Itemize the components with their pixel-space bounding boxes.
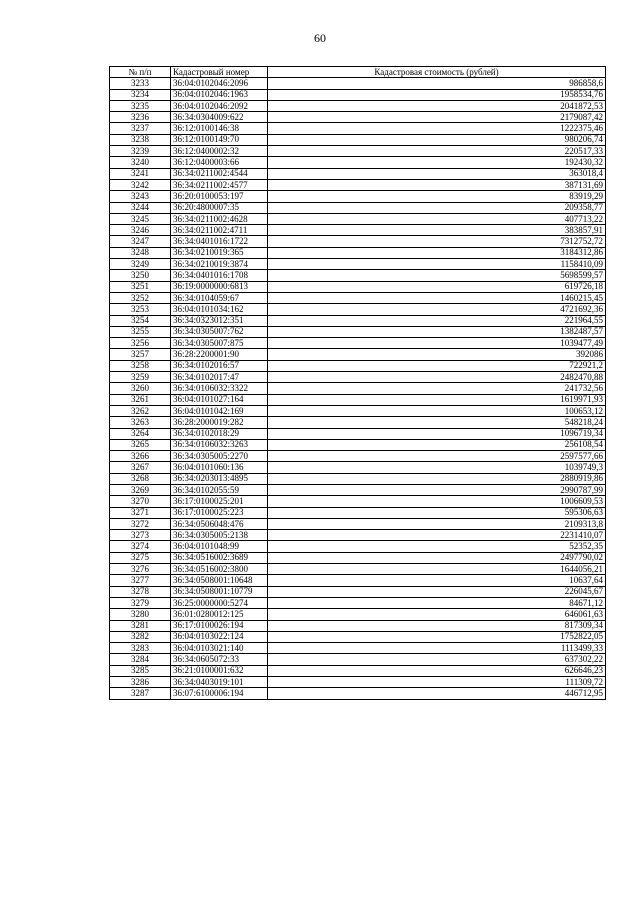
table-row [110,225,606,236]
cadastral-value-cell: 1222375,46 [268,123,606,134]
cadastral-value-cell: 5698599,57 [268,270,606,281]
table-row [110,575,606,586]
header-cadastral-number: Кадастровый номер [171,67,268,78]
cadastral-value-cell: 3184312,86 [268,247,606,258]
table-row [110,439,606,450]
row-number-cell: 3251 [110,281,171,292]
cadastral-number-cell: 36:04:0103021:140 [171,643,268,654]
cadastral-number-cell: 36:07:6100006:194 [171,688,268,699]
cadastral-value-cell: 1752822,05 [268,631,606,642]
cadastral-value-cell: 646061,63 [268,609,606,620]
cadastral-value-cell: 241732,56 [268,383,606,394]
cadastral-value-cell: 1382487,57 [268,326,606,337]
cadastral-number-cell: 36:34:0323012:351 [171,315,268,326]
row-number-cell: 3238 [110,134,171,145]
cadastral-value-cell: 4721692,36 [268,304,606,315]
table-row [110,134,606,145]
cadastral-number-cell: 36:25:0000000:5274 [171,597,268,608]
table-row [110,620,606,631]
cadastral-value-cell: 1958534,76 [268,89,606,100]
table-row [110,473,606,484]
table-row [110,586,606,597]
row-number-cell: 3234 [110,89,171,100]
cadastral-number-cell: 36:34:0401016:1722 [171,236,268,247]
cadastral-number-cell: 36:04:0102046:2092 [171,100,268,111]
table-row [110,292,606,303]
cadastral-value-cell: 446712,95 [268,688,606,699]
cadastral-number-cell: 36:34:0508001:10648 [171,575,268,586]
cadastral-value-cell: 83919,29 [268,191,606,202]
row-number-cell: 3233 [110,78,171,89]
cadastral-number-cell: 36:04:0101048:99 [171,541,268,552]
cadastral-value-cell: 817309,34 [268,620,606,631]
cadastral-value-cell: 111309,72 [268,677,606,688]
table-row [110,123,606,134]
row-number-cell: 3275 [110,552,171,563]
cadastral-value-cell: 407713,22 [268,213,606,224]
table-row [110,552,606,563]
row-number-cell: 3270 [110,496,171,507]
cadastral-number-cell: 36:12:0100149:70 [171,134,268,145]
table-row [110,609,606,620]
table-row [110,78,606,89]
table-row [110,89,606,100]
cadastral-number-cell: 36:34:0506048:476 [171,518,268,529]
table-row [110,191,606,202]
cadastral-value-cell: 1006609,53 [268,496,606,507]
table-row [110,326,606,337]
row-number-cell: 3267 [110,462,171,473]
table-row [110,304,606,315]
table-row [110,688,606,699]
cadastral-value-cell: 2179087,42 [268,112,606,123]
row-number-cell: 3236 [110,112,171,123]
row-number-cell: 3285 [110,665,171,676]
table-row [110,677,606,688]
cadastral-number-cell: 36:34:0605072:33 [171,654,268,665]
table-row [110,315,606,326]
table-row [110,338,606,349]
table-row [110,643,606,654]
cadastral-number-cell: 36:34:0304009:622 [171,112,268,123]
cadastral-number-cell: 36:17:0100025:201 [171,496,268,507]
cadastral-value-cell: 626646,23 [268,665,606,676]
cadastral-number-cell: 36:19:0000000:6813 [171,281,268,292]
table-row [110,541,606,552]
row-number-cell: 3247 [110,236,171,247]
cadastral-value-cell: 2109313,8 [268,518,606,529]
row-number-cell: 3246 [110,225,171,236]
cadastral-value-cell: 2990787,99 [268,484,606,495]
cadastral-number-cell: 36:12:0100146:38 [171,123,268,134]
row-number-cell: 3278 [110,586,171,597]
row-number-cell: 3273 [110,530,171,541]
cadastral-value-cell: 548218,24 [268,417,606,428]
row-number-cell: 3242 [110,179,171,190]
table-row [110,496,606,507]
row-number-cell: 3265 [110,439,171,450]
table-row [110,564,606,575]
cadastral-value-cell: 226045,67 [268,586,606,597]
cadastral-number-cell: 36:20:0100053:197 [171,191,268,202]
table-row [110,530,606,541]
table-row [110,236,606,247]
table-row [110,259,606,270]
row-number-cell: 3253 [110,304,171,315]
cadastral-value-cell: 619726,18 [268,281,606,292]
cadastral-value-cell: 221964,55 [268,315,606,326]
row-number-cell: 3256 [110,338,171,349]
cadastral-value-cell: 192430,32 [268,157,606,168]
row-number-cell: 3245 [110,213,171,224]
table-row [110,428,606,439]
cadastral-value-cell: 220517,33 [268,146,606,157]
cadastral-number-cell: 36:28:2200001:90 [171,349,268,360]
row-number-cell: 3255 [110,326,171,337]
cadastral-value-cell: 256108,54 [268,439,606,450]
row-number-cell: 3269 [110,484,171,495]
cadastral-number-cell: 36:04:0101060:136 [171,462,268,473]
row-number-cell: 3241 [110,168,171,179]
table-row [110,383,606,394]
cadastral-number-cell: 36:34:0210019:3874 [171,259,268,270]
cadastral-value-cell: 2497790,02 [268,552,606,563]
row-number-cell: 3239 [110,146,171,157]
cadastral-number-cell: 36:34:0401016:1708 [171,270,268,281]
table-row [110,349,606,360]
row-number-cell: 3240 [110,157,171,168]
cadastral-number-cell: 36:04:0101027:164 [171,394,268,405]
row-number-cell: 3258 [110,360,171,371]
table-row [110,484,606,495]
cadastral-value-cell: 2041872,53 [268,100,606,111]
cadastral-value-cell: 1039749,3 [268,462,606,473]
cadastral-number-cell: 36:34:0106032:3263 [171,439,268,450]
cadastral-number-cell: 36:34:0102016:57 [171,360,268,371]
cadastral-number-cell: 36:34:0516002:3689 [171,552,268,563]
cadastral-number-cell: 36:34:0106032:3322 [171,383,268,394]
table-row [110,112,606,123]
cadastral-number-cell: 36:21:0100001:632 [171,665,268,676]
table-row [110,202,606,213]
table-row [110,247,606,258]
cadastral-number-cell: 36:12:0400002:32 [171,146,268,157]
table-row [110,100,606,111]
table-row [110,360,606,371]
table-row [110,665,606,676]
cadastral-number-cell: 36:34:0203013:4895 [171,473,268,484]
table-row [110,507,606,518]
cadastral-value-cell: 986858,6 [268,78,606,89]
cadastral-value-cell: 84671,12 [268,597,606,608]
row-number-cell: 3259 [110,372,171,383]
header-row-number: № п/п [110,67,171,78]
cadastral-number-cell: 36:17:0100026:194 [171,620,268,631]
table-row [110,417,606,428]
cadastral-number-cell: 36:34:0104059:67 [171,292,268,303]
table-row [110,146,606,157]
table-row [110,654,606,665]
row-number-cell: 3276 [110,564,171,575]
row-number-cell: 3272 [110,518,171,529]
cadastral-number-cell: 36:34:0211002:4544 [171,168,268,179]
table-row [110,179,606,190]
cadastral-value-cell: 52352,35 [268,541,606,552]
cadastral-number-cell: 36:34:0508001:10779 [171,586,268,597]
row-number-cell: 3284 [110,654,171,665]
cadastral-value-cell: 1096719,34 [268,428,606,439]
cadastral-number-cell: 36:34:0211002:4711 [171,225,268,236]
table-row [110,168,606,179]
cadastral-number-cell: 36:04:0101034:162 [171,304,268,315]
cadastral-number-cell: 36:34:0102055:59 [171,484,268,495]
row-number-cell: 3286 [110,677,171,688]
cadastral-value-cell: 1039477,49 [268,338,606,349]
row-number-cell: 3252 [110,292,171,303]
cadastral-number-cell: 36:04:0101042:169 [171,405,268,416]
page-number: 60 [314,31,326,45]
cadastral-number-cell: 36:34:0102017:47 [171,372,268,383]
cadastral-number-cell: 36:34:0403019:101 [171,677,268,688]
cadastral-number-cell: 36:34:0211002:4628 [171,213,268,224]
cadastral-number-cell: 36:34:0305005:2270 [171,451,268,462]
cadastral-value-cell: 1460215,45 [268,292,606,303]
table-row [110,597,606,608]
table-row [110,518,606,529]
row-number-cell: 3244 [110,202,171,213]
table-row [110,451,606,462]
cadastral-value-cell: 209358,77 [268,202,606,213]
cadastral-value-cell: 392086 [268,349,606,360]
row-number-cell: 3249 [110,259,171,270]
cadastral-number-cell: 36:34:0210019:365 [171,247,268,258]
row-number-cell: 3264 [110,428,171,439]
cadastral-value-cell: 1644056,21 [268,564,606,575]
cadastral-number-cell: 36:34:0102018:29 [171,428,268,439]
cadastral-value-cell: 2482470,88 [268,372,606,383]
row-number-cell: 3250 [110,270,171,281]
row-number-cell: 3268 [110,473,171,484]
row-number-cell: 3262 [110,405,171,416]
row-number-cell: 3257 [110,349,171,360]
row-number-cell: 3271 [110,507,171,518]
table-row [110,394,606,405]
cadastral-value-cell: 1113499,33 [268,643,606,654]
cadastral-value-table [109,66,606,700]
row-number-cell: 3261 [110,394,171,405]
row-number-cell: 3235 [110,100,171,111]
cadastral-number-cell: 36:34:0211002:4577 [171,179,268,190]
table-row [110,462,606,473]
row-number-cell: 3237 [110,123,171,134]
cadastral-number-cell: 36:34:0516002:3800 [171,564,268,575]
cadastral-number-cell: 36:20:4800007:35 [171,202,268,213]
table-row [110,270,606,281]
row-number-cell: 3280 [110,609,171,620]
table-row [110,631,606,642]
table-body [110,78,606,699]
table-row [110,405,606,416]
cadastral-value-cell: 100653,12 [268,405,606,416]
row-number-cell: 3279 [110,597,171,608]
row-number-cell: 3243 [110,191,171,202]
cadastral-value-cell: 363018,4 [268,168,606,179]
row-number-cell: 3282 [110,631,171,642]
row-number-cell: 3283 [110,643,171,654]
row-number-cell: 3287 [110,688,171,699]
cadastral-value-cell: 2597577,66 [268,451,606,462]
cadastral-number-cell: 36:28:2000019:282 [171,417,268,428]
table-header-row [110,67,606,78]
cadastral-value-cell: 2231410,07 [268,530,606,541]
row-number-cell: 3266 [110,451,171,462]
cadastral-number-cell: 36:34:0305007:875 [171,338,268,349]
cadastral-number-cell: 36:34:0305007:762 [171,326,268,337]
row-number-cell: 3277 [110,575,171,586]
cadastral-value-cell: 980206,74 [268,134,606,145]
header-cadastral-value: Кадастровая стоимость (рублей) [268,67,606,78]
table-row [110,372,606,383]
row-number-cell: 3274 [110,541,171,552]
cadastral-number-cell: 36:04:0102046:2096 [171,78,268,89]
cadastral-value-cell: 387131,69 [268,179,606,190]
row-number-cell: 3281 [110,620,171,631]
table-row [110,281,606,292]
cadastral-value-cell: 10637,64 [268,575,606,586]
cadastral-value-cell: 2880919,86 [268,473,606,484]
cadastral-value-cell: 7312752,72 [268,236,606,247]
row-number-cell: 3248 [110,247,171,258]
row-number-cell: 3263 [110,417,171,428]
cadastral-value-cell: 383857,91 [268,225,606,236]
row-number-cell: 3260 [110,383,171,394]
table-row [110,157,606,168]
cadastral-value-cell: 1158410,09 [268,259,606,270]
cadastral-number-cell: 36:17:0100025:223 [171,507,268,518]
cadastral-number-cell: 36:01:0280012:125 [171,609,268,620]
cadastral-value-cell: 595306,63 [268,507,606,518]
cadastral-value-cell: 1619971,93 [268,394,606,405]
cadastral-number-cell: 36:04:0102046:1963 [171,89,268,100]
table-row [110,213,606,224]
cadastral-value-cell: 722921,2 [268,360,606,371]
row-number-cell: 3254 [110,315,171,326]
cadastral-number-cell: 36:34:0305005:2138 [171,530,268,541]
cadastral-number-cell: 36:12:0400003:66 [171,157,268,168]
cadastral-number-cell: 36:04:0103022:124 [171,631,268,642]
cadastral-value-cell: 637302,22 [268,654,606,665]
